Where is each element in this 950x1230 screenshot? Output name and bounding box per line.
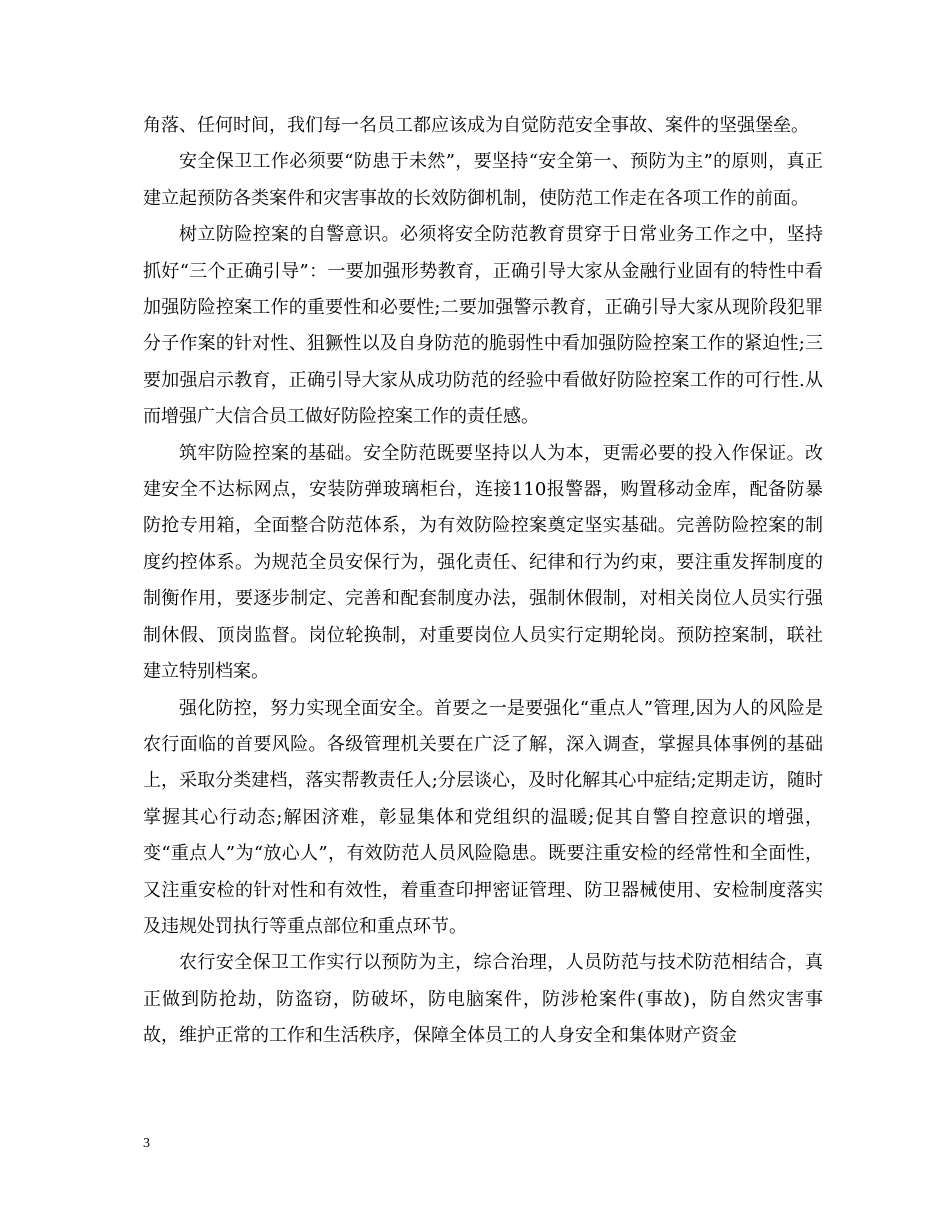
paragraph-awareness: 树立防险控案的自警意识。必须将安全防范教育贯穿于日常业务工作之中，坚持抓好“三个正确引导”：一要加强形势教育，正确引导大家从金融行业固有的特性中看加强防险控案工作的重要性和必要性;二要加强警示教育，正确引导大家从现阶段犯罪分子作案的针对性、狙獗性以及自身防范的脆弱性中看加强防险控案工作的紧迫性;三要加强启示教育，正确引导大家从成功防范的经验中看做好防险控案工作的可行性.从而增强广大信合员工做好防险控案工作的责任感。 (143, 224, 823, 428)
body-text (143, 108, 823, 1055)
paragraph-foundation: 筑牢防险控案的基础。安全防范既要坚持以人为本，更需必要的投入作保证。改建安全不达标网点，安装防弹玻璃柜台，连接110报警器，购置移动金库，配备防暴防抢专用箱，全面整合防范体系，为有效防险控案奠定坚实基础。完善防险控案的制度约控体系。为规范全员安保行为，强化责任、纪律和行为约束，要注重发挥制度的制衡作用，要逐步制定、完善和配套制度办法，强制休假制，对相关岗位人员实行强制休假、顶岗监督。岗位轮换制，对重要岗位人员实行定期轮岗。预防控案制，联社建立特别档案。 (143, 442, 823, 683)
page-number: 3 (143, 1136, 150, 1151)
paragraph-continuation: 角落、任何时间，我们每一名员工都应该成为自觉防范安全事故、案件的坚强堡垒。 (143, 115, 809, 136)
paragraph-comprehensive-security: 农行安全保卫工作实行以预防为主，综合治理，人员防范与技术防范相结合，真正做到防抢劫，防盗窃，防破坏，防电脑案件，防涉枪案件(事故)，防自然灾害事故，维护正常的工作和生活秩序，保障全体员工的人身安全和集体财产资金 (143, 952, 823, 1047)
paragraph-prevention-control: 强化防控，努力实现全面安全。首要之一是要强化“重点人”管理,因为人的风险是农行面临的首要风险。各级管理机关要在广泛了解，深入调查，掌握具体事例的基础上，采取分类建档，落实帮教责任人;分层谈心，及时化解其心中症结;定期走访，随时掌握其心行动态;解困济难，彰显集体和党组织的温暖;促其自警自控意识的增强，变“重点人”为“放心人”，有效防范人员风险隐患。既要注重安检的经常性和全面性，又注重安检的针对性和有效性，着重查印押密证管理、防卫器械使用、安检制度落实及违规处罚执行等重点部位和重点环节。 (143, 697, 823, 937)
paragraph-security-principle: 安全保卫工作必须要“防患于未然”，要坚持“安全第一、预防为主”的原则，真正建立起预防各类案件和灾害事故的长效防御机制，使防范工作走在各项工作的前面。 (143, 151, 823, 209)
